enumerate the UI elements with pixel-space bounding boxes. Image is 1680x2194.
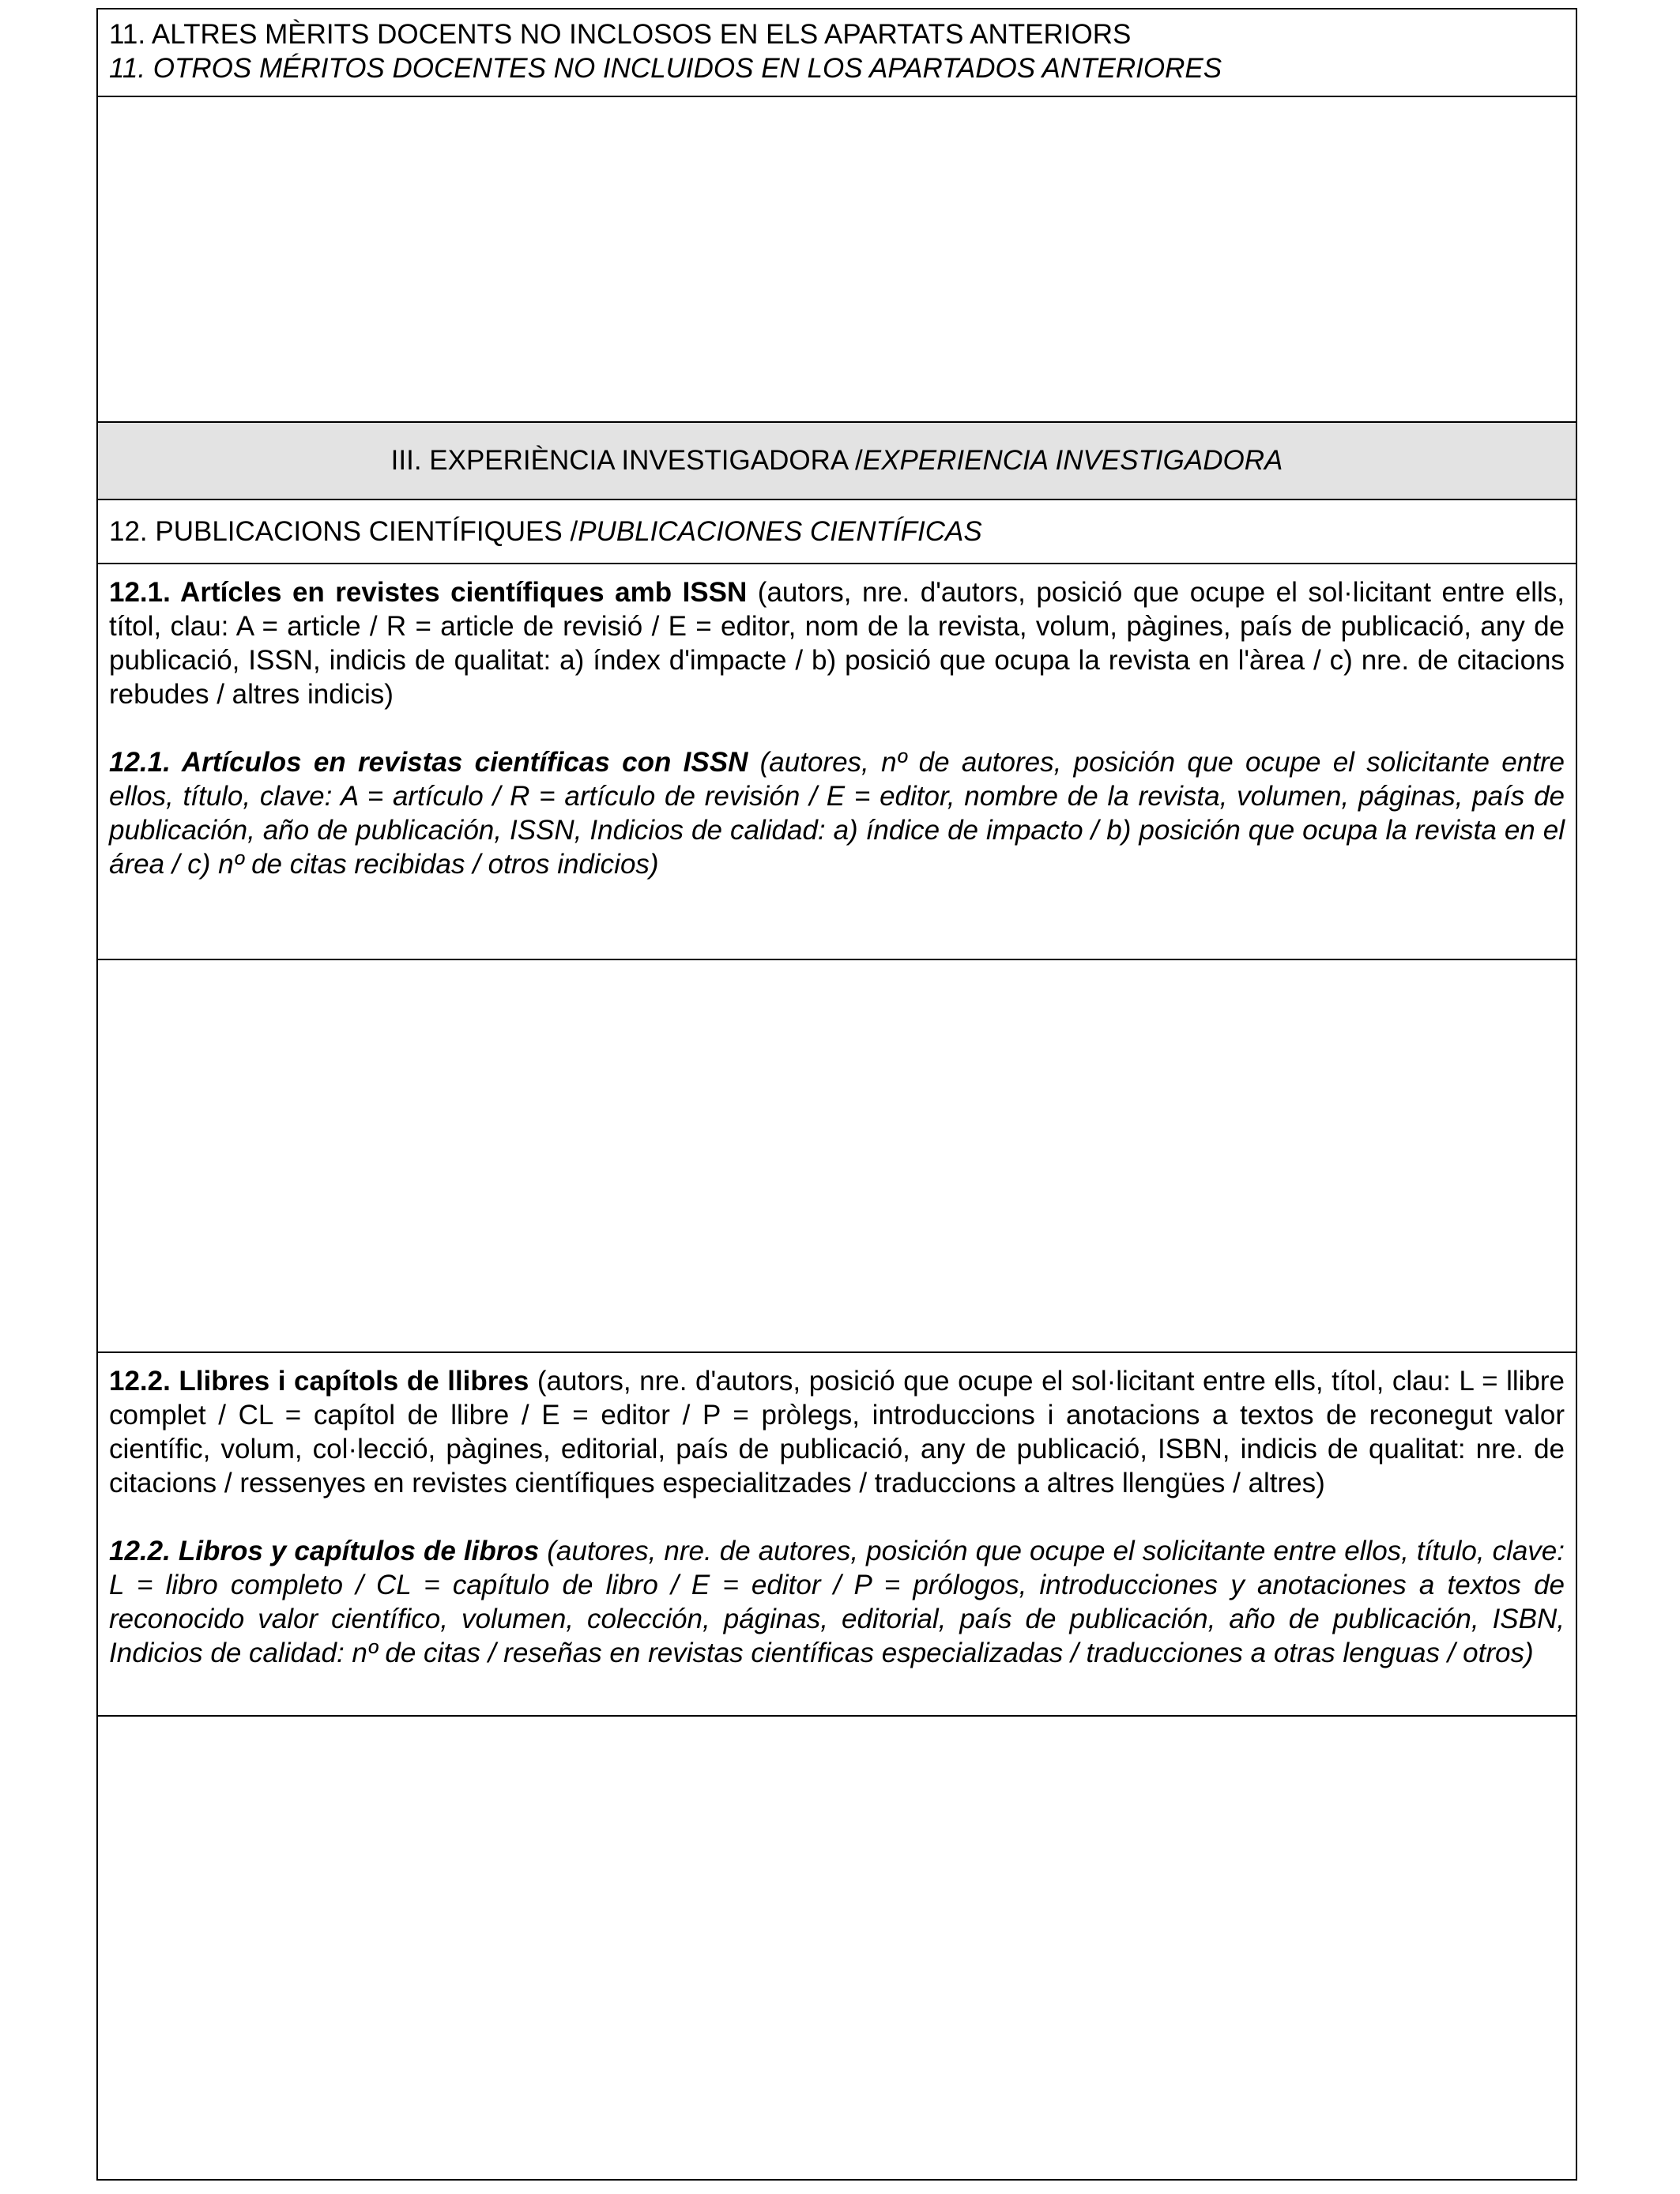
item-12-1-text-ca	[109, 575, 1565, 711]
section-III-title-es: EXPERIENCIA INVESTIGADORA	[862, 445, 1283, 476]
item-12-1-body-es: (autores, nº de autores, posición que ocupe el solicitante entre ellos, título, clave: A = artículo / R = artículo de revisión / E = editor, nombre de la revista, volumen, páginas, país de publicación, año de publicación, ISSN, Indicios de calidad: a) índice de impacto / b) posición que ocupa la revista en el área / c) nº de citas recibidas / otros indicios)	[109, 747, 1565, 880]
item-12-2-text-es	[109, 1534, 1565, 1670]
section-III-title-ca: III. EXPERIÈNCIA INVESTIGADORA /	[390, 445, 863, 476]
item-12-1-title-es: 12.1. Artículos en revistas científicas con ISSN	[109, 747, 748, 778]
section-III-header	[98, 423, 1576, 500]
item-12-2-title-es: 12.2. Libros y capítulos de libros	[109, 1536, 540, 1566]
item-12-2-body-ca: (autors, nre. d'autors, posició que ocupe el sol·licitant entre ells, títol, clau: L = llibre complet / CL = capítol de llibre / E = editor / P = pròlegs, introduccions i anotacions a textos de reconegut valor científic, volum, col·lecció, pàgines, editorial, país de publicació, any de publicació, ISBN, indicis de qualitat: nre. de citacions / ressenyes en revistes científiques especialitzades / traduccions a altres llengües / altres)	[109, 1366, 1565, 1498]
item-12-2-description	[98, 1353, 1576, 1717]
item-12-1-body-ca: (autors, nre. d'autors, posició que ocupe el sol·licitant entre ells, títol, clau: A = article / R = article de revisió / E = editor, nom de la revista, volum, pàgines, país de publicació, any de publicació, ISSN, indicis de qualitat: a) índex d'impacte / b) posició que ocupa la revista en l'àrea / c) nre. de citacions rebudes / altres indicis)	[109, 577, 1565, 710]
item-12-2-title-ca: 12.2. Llibres i capítols de llibres	[109, 1366, 529, 1397]
merits-form-table	[96, 8, 1577, 2181]
item-12-2-entry-area[interactable]	[98, 1717, 1576, 2179]
section-12-title-ca: 12. PUBLICACIONS CIENTÍFIQUES /	[109, 516, 578, 547]
section-12-title-es: PUBLICACIONES CIENTÍFICAS	[578, 516, 982, 547]
item-12-1-title-ca: 12.1. Artícles en revistes científiques amb ISSN	[109, 577, 748, 608]
section-11-entry-area[interactable]	[98, 97, 1576, 423]
section-11-header	[98, 9, 1576, 97]
item-12-2-text-ca	[109, 1364, 1565, 1500]
item-12-1-text-es	[109, 745, 1565, 881]
section-11-title-ca: 11. ALTRES MÈRITS DOCENTS NO INCLOSOS EN ELS APARTATS ANTERIORS	[109, 19, 1132, 50]
item-12-1-entry-area[interactable]	[98, 960, 1576, 1353]
section-11-title-es: 11. OTROS MÉRITOS DOCENTES NO INCLUIDOS EN LOS APARTADOS ANTERIORES	[109, 53, 1222, 84]
section-12-header	[98, 500, 1576, 564]
item-12-2-body-es: (autores, nre. de autores, posición que ocupe el solicitante entre ellos, título, clave: L = libro completo / CL = capítulo de libro / E = editor / P = prólogos, introducciones y anotaciones a textos de reconocido valor científico, volumen, colección, páginas, editorial, país de publicación, año de publicación, ISBN, Indicios de calidad: nº de citas / reseñas en revistas científicas especializadas / traducciones a otras lenguas / otros)	[109, 1536, 1565, 1668]
item-12-1-description	[98, 564, 1576, 960]
